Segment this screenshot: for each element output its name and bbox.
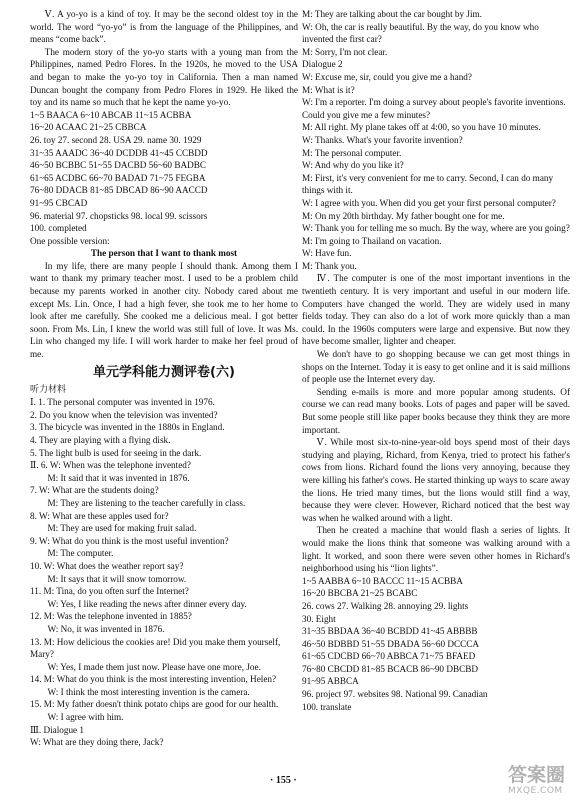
text-line: Ⅱ. 6. W: When was the telephone invented? bbox=[30, 460, 191, 471]
text-line: 14. M: What do you think is the most interesting invention, Helen? bbox=[30, 674, 277, 685]
text-line: M: It said that it was invented in 1876. bbox=[47, 472, 190, 483]
watermark-mark: 答案圈 bbox=[508, 764, 566, 786]
text-line: M: Thank you. bbox=[302, 260, 357, 271]
text-line: W: And why do you like it? bbox=[302, 160, 404, 171]
text-line: 3. The bicycle was invented in the 1880s in England. bbox=[30, 422, 225, 433]
text-line: W: Thanks. What's your favorite invention? bbox=[302, 134, 463, 145]
text-line: M: First, it's very convenient for me to carry. Second, I can do many things with it. bbox=[302, 172, 554, 196]
paragraph: The modern story of the yo-yo starts with a young man from the Philippines, named Pedro Flores. In the 1920s, he moved to the USA and began to make the yo-yo toy in California. Then a man named Duncan bought the company from Pedro Flores in 1929. He liked the toy and its name so much that he kept the name yo-yo. bbox=[30, 46, 298, 108]
text-line: M: It says that it will snow tomorrow. bbox=[47, 573, 187, 584]
text-line: 8. W: What are these apples used for? bbox=[30, 510, 169, 521]
text-line: 100. completed bbox=[30, 223, 87, 234]
left-column bbox=[30, 8, 298, 749]
text-line: W: Oh, the car is really beautiful. By the way, do you know who invented the first car? bbox=[302, 21, 539, 45]
section-subtitle: 听力材料 bbox=[30, 384, 67, 395]
text-line: M: Sorry, I'm not clear. bbox=[302, 46, 388, 57]
text-line: 26. cows 27. Walking 28. annoying 29. lights bbox=[302, 600, 469, 611]
text-line: 13. M: How delicious the cookies are! Did you make them yourself, Mary? bbox=[30, 636, 281, 660]
text-line: M: What is it? bbox=[302, 84, 355, 95]
text-line: 46~50 BCBBC 51~55 DACBD 56~60 BADBC bbox=[30, 160, 206, 171]
text-line: 100. translate bbox=[302, 701, 352, 712]
text-line: 11. M: Tina, do you often surf the Internet? bbox=[30, 586, 189, 597]
text-line: W: Yes, I like reading the news after dinner every day. bbox=[47, 598, 247, 609]
text-line: 91~95 ABBCA bbox=[302, 676, 359, 687]
text-line: 1~5 AABBA 6~10 BACCC 11~15 ACBBA bbox=[302, 575, 463, 586]
text-line: Dialogue 2 bbox=[302, 59, 343, 70]
text-line: 76~80 CBCDD 81~85 BCACB 86~90 DBCBD bbox=[302, 663, 478, 674]
text-line: 16~20 ACAAC 21~25 CBBCA bbox=[30, 122, 147, 133]
text-line: M: The computer. bbox=[47, 548, 114, 559]
text-line: 15. M: My father doesn't think potato chips are good for our health. bbox=[30, 699, 279, 710]
text-line: 10. W: What does the weather report say? bbox=[30, 560, 184, 571]
text-line: 96. project 97. websites 98. National 99. Canadian bbox=[302, 689, 488, 700]
paragraph: Then he created a machine that would flash a series of lights. It would make the lions think that someone was walking around with a light. It worked, and soon there were seven other homes in Richard's neighborhood using his “lion lights”. bbox=[302, 525, 570, 574]
text-line: W: No, it was invented in 1876. bbox=[47, 623, 165, 634]
text-line: One possible version: bbox=[30, 235, 110, 246]
text-line: Ⅲ. Dialogue 1 bbox=[30, 724, 85, 735]
text-line: 26. toy 27. second 28. USA 29. name 30. 1929 bbox=[30, 134, 202, 145]
text-line: M: I'm going to Thailand on vacation. bbox=[302, 235, 442, 246]
right-column bbox=[302, 8, 570, 713]
text-line: 30. Eight bbox=[302, 613, 336, 624]
page-number: · 155 · bbox=[270, 775, 297, 786]
text-line: 16~20 BBCBA 21~25 BCABC bbox=[302, 588, 418, 599]
watermark-url: MXQE.COM bbox=[508, 786, 563, 796]
text-line: 1~5 BAACA 6~10 ABCAB 11~15 ACBBA bbox=[30, 109, 192, 120]
text-line: 46~50 BDBBD 51~55 DBADA 56~60 DCCCA bbox=[302, 638, 479, 649]
essay-title: The person that I want to thank most bbox=[90, 248, 238, 259]
text-line: 91~95 CBCAD bbox=[30, 197, 88, 208]
text-line: 12. M: Was the telephone invented in 1885? bbox=[30, 611, 192, 622]
text-line: M: They are used for making fruit salad. bbox=[47, 523, 197, 534]
text-line: 96. material 97. chopsticks 98. local 99. scissors bbox=[30, 210, 208, 221]
paragraph: Ⅴ. While most six-to-nine-year-old boys spend most of their days studying and playing, Richard, from Kenya, tried to protect his father's cows from lions. Richard found the lions very annoying, because they were killing his father's cows. He started thinking up ways to scare away the lions. He tried many times, but the lions would still find a way, because they were clever. However, Richard noticed that the best way was when he walked around with a light. bbox=[302, 437, 570, 523]
text-line: 31~35 AAADC 36~40 DCDDB 41~45 CCBDD bbox=[30, 147, 208, 158]
text-line: W: Have fun. bbox=[302, 248, 352, 259]
paragraph: We don't have to go shopping because we can get most things in shops on the Internet. Today it is easy to get online and it is said millions of people use the Internet every day. bbox=[302, 349, 570, 385]
text-line: 61~65 ACDBC 66~70 BADAD 71~75 FEGBA bbox=[30, 172, 206, 183]
section-title: 单元学科能力测评卷(六) bbox=[93, 364, 235, 380]
text-line: Ⅰ. 1. The personal computer was invented in 1976. bbox=[30, 397, 215, 408]
text-line: 61~65 CDCBD 66~70 ABBCA 71~75 BFAED bbox=[302, 651, 476, 662]
text-line: M: They are talking about the car bought by Jim. bbox=[302, 9, 482, 19]
text-line: 7. W: What are the students doing? bbox=[30, 485, 159, 496]
text-line: W: Yes, I made them just now. Please have one more, Joe. bbox=[47, 661, 261, 672]
text-line: M: On my 20th birthday. My father bought one for me. bbox=[302, 210, 505, 221]
text-line: 76~80 DDACB 81~85 DBCAD 86~90 AACCD bbox=[30, 185, 208, 196]
watermark-logo bbox=[508, 764, 574, 798]
text-line: W: Thank you for telling me so much. By the way, where are you going? bbox=[302, 223, 570, 234]
paragraph: In my life, there are many people I should thank. Among them I want to thank my primary teacher most. I used to be a problem child because my parents worked in another city. Nobody cared about me except Ms. Lin. Once, I had a high fever, she took me to her home to look after me carefully. She cooked me a delicious meal. I got better soon. From Ms. Lin, I knew the world was still full of love. It was Ms. Lin who changed my life. I will work harder to make her feel proud of me. bbox=[30, 260, 298, 360]
text-line: M: They are listening to the teacher carefully in class. bbox=[47, 497, 246, 508]
text-line: W: Excuse me, sir, could you give me a hand? bbox=[302, 71, 472, 82]
text-line: W: I'm a reporter. I'm doing a survey about people's favorite inventions. Could you give me a few minutes? bbox=[302, 97, 566, 120]
text-line: 4. They are playing with a flying disk. bbox=[30, 435, 171, 445]
text-line: W: I think the most interesting invention is the camera. bbox=[47, 686, 250, 697]
text-line: W: I agree with you. When did you get your first personal computer? bbox=[302, 197, 556, 208]
paragraph: Ⅴ. A yo-yo is a kind of toy. It may be the second oldest toy in the world. The word “yo-yo” is from the language of the Philippines, and means “come back”. bbox=[30, 9, 298, 45]
text-line: M: The personal computer. bbox=[302, 147, 402, 158]
text-line: 5. The light bulb is used for seeing in the dark. bbox=[30, 447, 202, 458]
text-line: 2. Do you know when the television was invented? bbox=[30, 409, 218, 420]
text-line: W: What are they doing there, Jack? bbox=[30, 737, 164, 748]
text-line: 31~35 BBDAA 36~40 BCBDD 41~45 ABBBB bbox=[302, 626, 478, 637]
paragraph: Ⅳ. The computer is one of the most important inventions in the twentieth century. It is very important and useful in our modern life. Computers have changed the world. They are widely used in many fields today. They can also do a lot of work more quickly than a man could. In the 1960s computers were large and expensive. But now they have become smaller, lighter and cheaper. bbox=[302, 273, 570, 347]
text-line: M: All right. My plane takes off at 4:00, so you have 10 minutes. bbox=[302, 122, 541, 133]
text-line: W: I agree with him. bbox=[47, 712, 124, 723]
paragraph: Sending e-mails is more and more popular among students. Of course we can read many books. Lots of pages and paper will be saved. But some people still like paper books because they think they are more important. bbox=[302, 386, 570, 435]
text-line: 9. W: What do you think is the most useful invention? bbox=[30, 535, 229, 546]
